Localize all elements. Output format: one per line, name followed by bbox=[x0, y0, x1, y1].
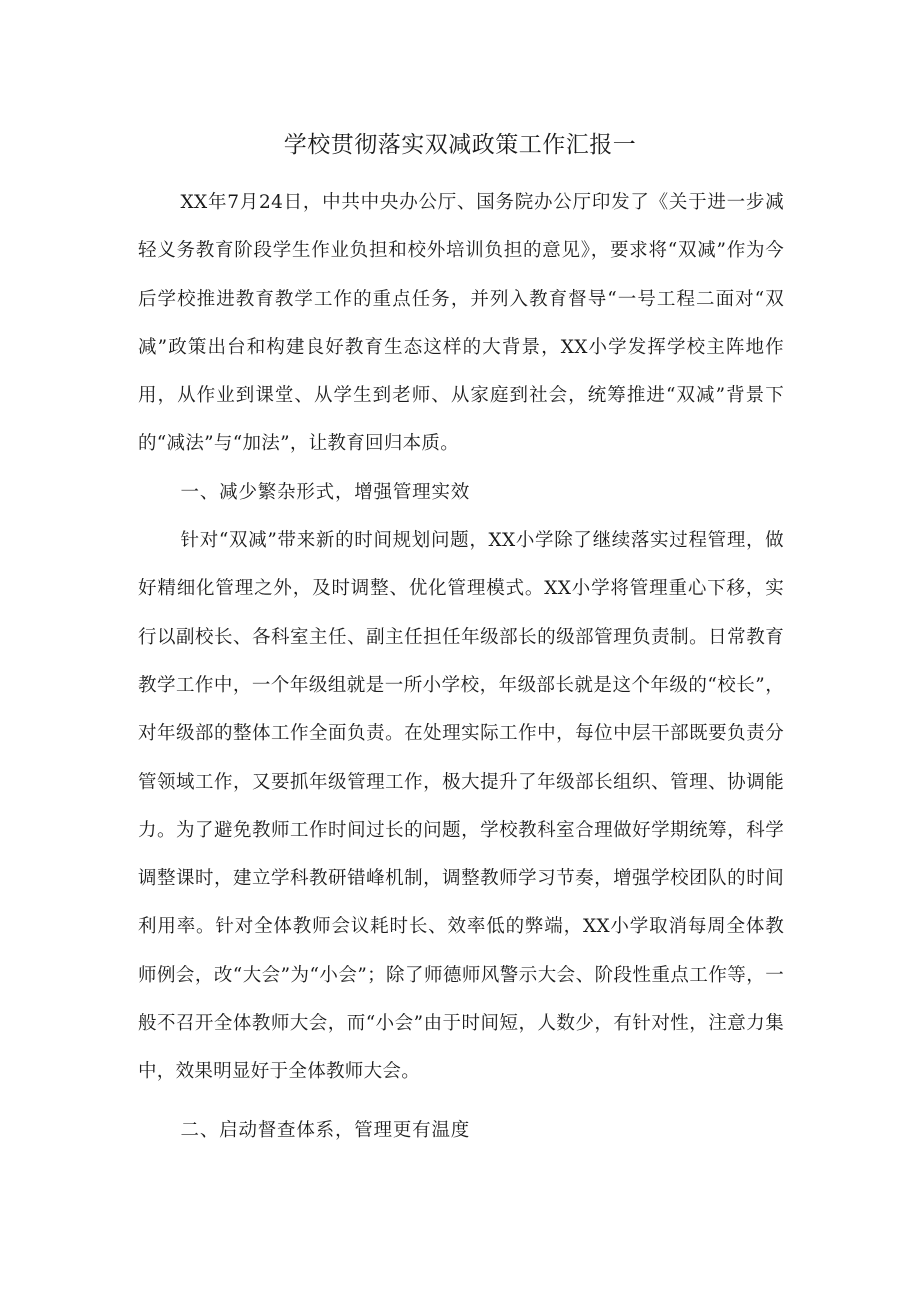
intro-paragraph: XX年7月24日，中共中央办公厅、国务院办公厅印发了《关于进一步减轻义务教育阶段学生作业负担和校外培训负担的意见》，要求将“双减”作为今后学校推进教育教学工作的重点任务，并列入教育督导“一号工程二面对“双减”政策出台和构建良好教育生态这样的大背景，XX小学发挥学校主阵地作用，从作业到课堂、从学生到老师、从家庭到社会，统筹推进“双减”背景下的“减法”与“加法”，让教育回归本质。 bbox=[138, 192, 784, 455]
document-body bbox=[138, 179, 784, 1155]
section-2-heading: 二、启动督查体系，管理更有温度 bbox=[180, 1119, 471, 1141]
document-title: 学校贯彻落实双减政策工作汇报一 bbox=[283, 132, 637, 158]
section-1-heading: 一、减少繁杂形式，增强管理实效 bbox=[180, 481, 471, 503]
section-1-paragraph: 针对“双减”带来新的时间规划问题，XX小学除了继续落实过程管理，做好精细化管理之外，及时调整、优化管理模式。XX小学将管理重心下移，实行以副校长、各科室主任、副主任担任年级部长的级部管理负责制。日常教育教学工作中，一个年级组就是一所小学校，年级部长就是这个年级的“校长”，对年级部的整体工作全面负责。在处理实际工作中，每位中层干部既要负责分管领域工作，又要抓年级管理工作，极大提升了年级部长组织、管理、协调能力。为了避免教师工作时间过长的问题，学校教科室合理做好学期统筹，科学调整课时，建立学科教研错峰机制，调整教师学习节奏，增强学校团队的时间利用率。针对全体教师会议耗时长、效率低的弊端，XX小学取消每周全体教师例会，改“大会”为“小会”；除了师德师风警示大会、阶段性重点工作等，一般不召开全体教师大会，而“小会”由于时间短，人数少，有针对性，注意力集中，效果明显好于全体教师大会。 bbox=[138, 530, 784, 1083]
